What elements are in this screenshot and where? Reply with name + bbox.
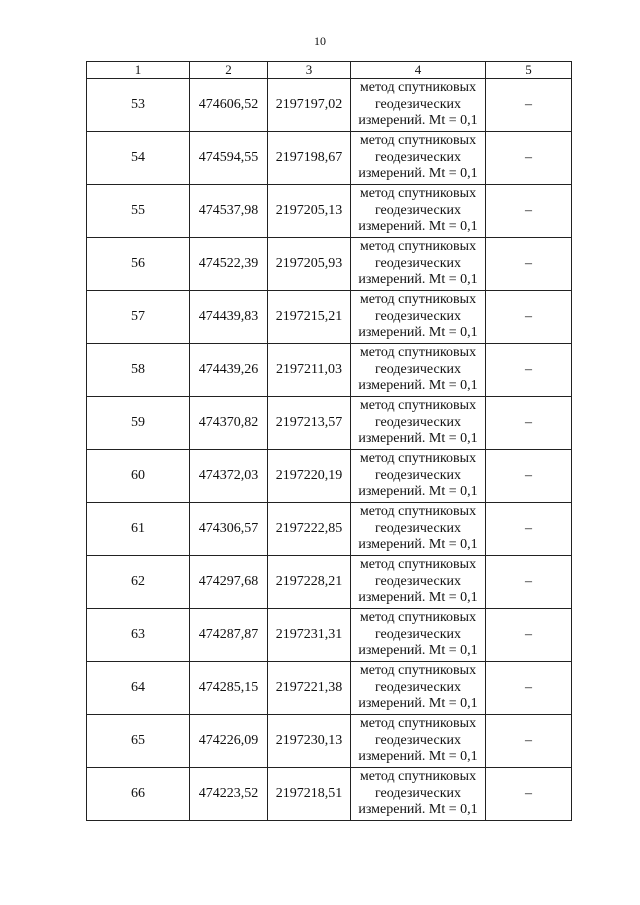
note-cell: –	[486, 450, 572, 503]
table-row	[87, 609, 572, 662]
y-coordinate-cell: 2197222,85	[268, 503, 351, 556]
x-coordinate-cell: 474285,15	[190, 662, 268, 715]
point-number-cell: 57	[87, 291, 190, 344]
method-line: метод спутниковых	[359, 186, 477, 202]
note-cell: –	[486, 609, 572, 662]
point-number-cell: 54	[87, 132, 190, 185]
method-line: метод спутниковых	[359, 663, 477, 679]
method-line: метод спутниковых	[359, 610, 477, 626]
method-line: измерений. Mt = 0,1	[358, 749, 478, 765]
method-line: геодезических	[374, 149, 461, 165]
method-cell	[351, 291, 486, 344]
point-number-cell: 55	[87, 185, 190, 238]
note-cell: –	[486, 662, 572, 715]
method-line: метод спутниковых	[359, 504, 477, 520]
note-cell: –	[486, 715, 572, 768]
method-line: геодезических	[374, 202, 461, 218]
method-line: метод спутниковых	[359, 239, 477, 255]
y-coordinate-cell: 2197198,67	[268, 132, 351, 185]
table-row	[87, 450, 572, 503]
x-coordinate-cell: 474522,39	[190, 238, 268, 291]
method-line: измерений. Mt = 0,1	[358, 166, 478, 182]
method-cell	[351, 397, 486, 450]
point-number-cell: 63	[87, 609, 190, 662]
method-line: измерений. Mt = 0,1	[358, 537, 478, 553]
x-coordinate-cell: 474439,26	[190, 344, 268, 397]
method-line: геодезических	[374, 308, 461, 324]
method-cell	[351, 344, 486, 397]
table-row	[87, 344, 572, 397]
method-cell	[351, 79, 486, 132]
method-line: измерений. Mt = 0,1	[358, 272, 478, 288]
table-row	[87, 291, 572, 344]
point-number-cell: 59	[87, 397, 190, 450]
method-line: метод спутниковых	[359, 398, 477, 414]
x-coordinate-cell: 474306,57	[190, 503, 268, 556]
method-line: геодезических	[374, 467, 461, 483]
x-coordinate-cell: 474287,87	[190, 609, 268, 662]
point-number-cell: 61	[87, 503, 190, 556]
header-col-5: 5	[486, 62, 572, 79]
table-row	[87, 397, 572, 450]
note-cell: –	[486, 503, 572, 556]
method-line: геодезических	[374, 679, 461, 695]
method-line: метод спутниковых	[359, 292, 477, 308]
y-coordinate-cell: 2197211,03	[268, 344, 351, 397]
method-line: геодезических	[374, 732, 461, 748]
method-cell	[351, 238, 486, 291]
method-cell	[351, 715, 486, 768]
x-coordinate-cell: 474223,52	[190, 768, 268, 821]
note-cell: –	[486, 556, 572, 609]
method-line: геодезических	[374, 255, 461, 271]
method-line: измерений. Mt = 0,1	[358, 590, 478, 606]
method-line: измерений. Mt = 0,1	[358, 696, 478, 712]
note-cell: –	[486, 397, 572, 450]
point-number-cell: 58	[87, 344, 190, 397]
method-line: измерений. Mt = 0,1	[358, 643, 478, 659]
method-line: измерений. Mt = 0,1	[358, 113, 478, 129]
method-line: метод спутниковых	[359, 557, 477, 573]
method-line: измерений. Mt = 0,1	[358, 802, 478, 818]
method-cell	[351, 450, 486, 503]
y-coordinate-cell: 2197220,19	[268, 450, 351, 503]
method-line: геодезических	[374, 414, 461, 430]
table-row	[87, 238, 572, 291]
method-line: геодезических	[374, 361, 461, 377]
table-row	[87, 79, 572, 132]
table-row	[87, 556, 572, 609]
page-number: 10	[314, 34, 326, 48]
header-col-4: 4	[351, 62, 486, 79]
method-cell	[351, 768, 486, 821]
table-row	[87, 662, 572, 715]
note-cell: –	[486, 238, 572, 291]
method-line: измерений. Mt = 0,1	[358, 431, 478, 447]
x-coordinate-cell: 474439,83	[190, 291, 268, 344]
table-row	[87, 768, 572, 821]
point-number-cell: 53	[87, 79, 190, 132]
method-line: метод спутниковых	[359, 80, 477, 96]
x-coordinate-cell: 474606,52	[190, 79, 268, 132]
x-coordinate-cell: 474226,09	[190, 715, 268, 768]
method-line: геодезических	[374, 573, 461, 589]
point-number-cell: 64	[87, 662, 190, 715]
note-cell: –	[486, 768, 572, 821]
header-col-3: 3	[268, 62, 351, 79]
y-coordinate-cell: 2197205,93	[268, 238, 351, 291]
point-number-cell: 66	[87, 768, 190, 821]
method-cell	[351, 609, 486, 662]
method-line: геодезических	[374, 626, 461, 642]
method-cell	[351, 132, 486, 185]
coordinates-table	[86, 61, 572, 821]
header-col-2: 2	[190, 62, 268, 79]
y-coordinate-cell: 2197218,51	[268, 768, 351, 821]
method-line: метод спутниковых	[359, 451, 477, 467]
header-col-1: 1	[87, 62, 190, 79]
y-coordinate-cell: 2197221,38	[268, 662, 351, 715]
y-coordinate-cell: 2197213,57	[268, 397, 351, 450]
x-coordinate-cell: 474370,82	[190, 397, 268, 450]
x-coordinate-cell: 474537,98	[190, 185, 268, 238]
x-coordinate-cell: 474372,03	[190, 450, 268, 503]
method-line: метод спутниковых	[359, 345, 477, 361]
method-line: измерений. Mt = 0,1	[358, 325, 478, 341]
method-cell	[351, 185, 486, 238]
method-line: измерений. Mt = 0,1	[358, 219, 478, 235]
note-cell: –	[486, 291, 572, 344]
y-coordinate-cell: 2197205,13	[268, 185, 351, 238]
note-cell: –	[486, 79, 572, 132]
method-line: геодезических	[374, 520, 461, 536]
table-row	[87, 132, 572, 185]
method-cell	[351, 662, 486, 715]
method-line: метод спутниковых	[359, 769, 477, 785]
y-coordinate-cell: 2197215,21	[268, 291, 351, 344]
table-header-row	[87, 62, 572, 79]
y-coordinate-cell: 2197230,13	[268, 715, 351, 768]
point-number-cell: 62	[87, 556, 190, 609]
method-line: геодезических	[374, 785, 461, 801]
table-row	[87, 715, 572, 768]
method-line: метод спутниковых	[359, 133, 477, 149]
point-number-cell: 56	[87, 238, 190, 291]
point-number-cell: 60	[87, 450, 190, 503]
y-coordinate-cell: 2197231,31	[268, 609, 351, 662]
point-number-cell: 65	[87, 715, 190, 768]
y-coordinate-cell: 2197197,02	[268, 79, 351, 132]
method-line: геодезических	[374, 96, 461, 112]
y-coordinate-cell: 2197228,21	[268, 556, 351, 609]
method-line: измерений. Mt = 0,1	[358, 484, 478, 500]
method-line: метод спутниковых	[359, 716, 477, 732]
method-cell	[351, 503, 486, 556]
method-line: измерений. Mt = 0,1	[358, 378, 478, 394]
note-cell: –	[486, 185, 572, 238]
table-row	[87, 185, 572, 238]
x-coordinate-cell: 474594,55	[190, 132, 268, 185]
table-row	[87, 503, 572, 556]
x-coordinate-cell: 474297,68	[190, 556, 268, 609]
method-cell	[351, 556, 486, 609]
note-cell: –	[486, 132, 572, 185]
note-cell: –	[486, 344, 572, 397]
